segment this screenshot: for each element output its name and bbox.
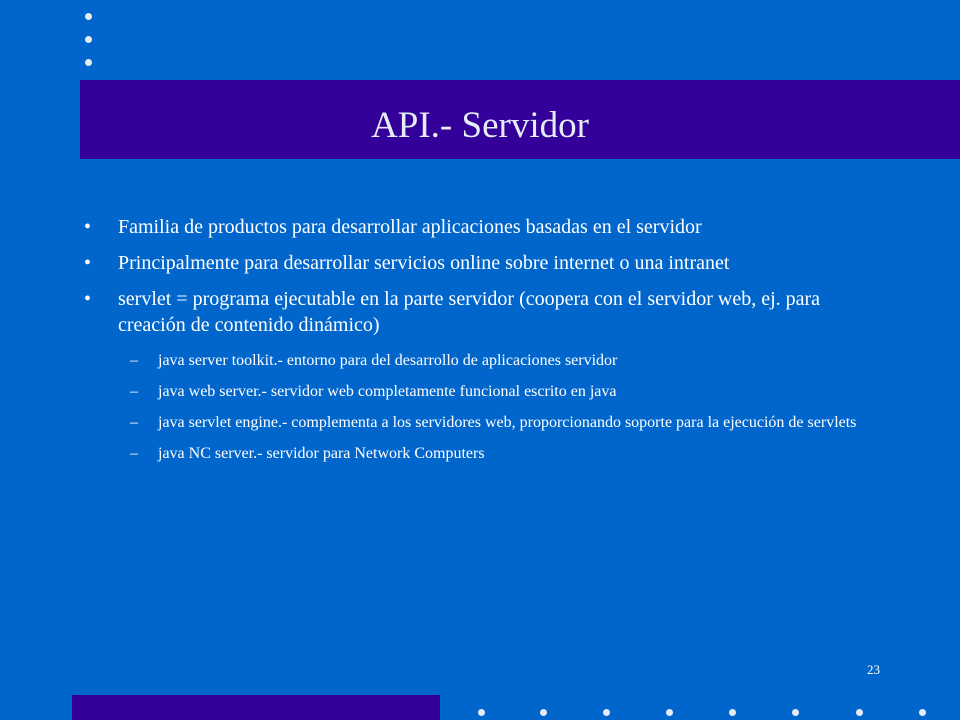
decorative-dot (919, 709, 926, 716)
sub-bullet-text: java web server.- servidor web completamente funcional escrito en java (158, 383, 617, 400)
sub-bullet-item (84, 412, 874, 433)
decorative-dot (478, 709, 485, 716)
decorative-dot (540, 709, 547, 716)
sub-bullet-text: java server toolkit.- entorno para del desarrollo de aplicaciones servidor (158, 352, 618, 369)
sub-bullet-item (84, 350, 874, 371)
decorative-dot (85, 36, 92, 43)
dash-icon: – (130, 445, 138, 462)
decorative-dot (603, 709, 610, 716)
decorative-dot (856, 709, 863, 716)
bullet-icon: • (84, 288, 92, 310)
bullet-text: Principalmente para desarrollar servicios online sobre internet o una intranet (118, 252, 730, 274)
bullet-item (84, 250, 874, 276)
bullet-text: servlet = programa ejecutable en la parte servidor (coopera con el servidor web, ej. para creación de contenido dinámico) (118, 288, 821, 336)
dash-icon: – (130, 352, 138, 369)
bullet-text: Familia de productos para desarrollar aplicaciones basadas en el servidor (118, 216, 702, 238)
sub-bullet-text: java NC server.- servidor para Network Computers (158, 445, 485, 462)
decorative-dot (666, 709, 673, 716)
dash-icon: – (130, 383, 138, 400)
sub-bullet-text: java servlet engine.- complementa a los servidores web, proporcionando soporte para la ejecución de servlets (158, 414, 857, 431)
bullet-item (84, 214, 874, 240)
sub-bullet-item (84, 443, 874, 464)
decorative-dot (792, 709, 799, 716)
decorative-dot (729, 709, 736, 716)
dash-icon: – (130, 414, 138, 431)
bullet-icon: • (84, 216, 92, 238)
bullet-icon: • (84, 252, 92, 274)
decorative-dot (85, 59, 92, 66)
bottom-bar (72, 695, 440, 720)
page-number: 23 (867, 662, 880, 677)
slide-title: API.- Servidor (371, 105, 589, 146)
decorative-dot (85, 13, 92, 20)
slide-content (84, 214, 874, 474)
sub-bullet-item (84, 381, 874, 402)
bullet-item (84, 286, 874, 338)
